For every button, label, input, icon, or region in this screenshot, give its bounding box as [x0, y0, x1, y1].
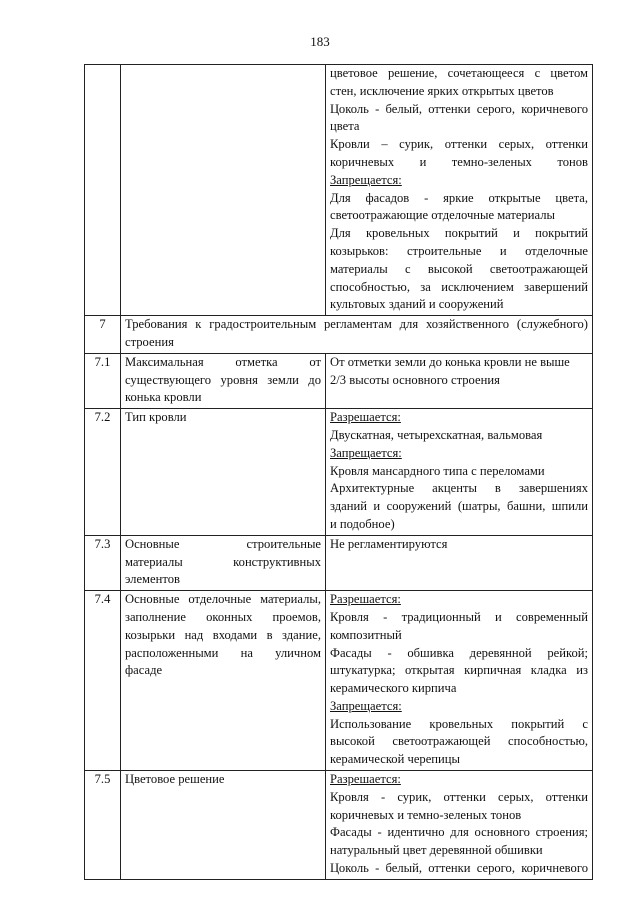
cell-line: Двускатная, четырехскатная, вальмовая — [330, 427, 543, 442]
cell-line: козырьки над входами в здание, — [125, 627, 321, 642]
row-number-cell — [85, 65, 121, 316]
cell-line: Запрещается: — [330, 172, 402, 187]
cell-line: Кровля мансардного типа с переломами — [330, 463, 545, 478]
cell-line: керамического кирпича — [330, 681, 457, 696]
cell-line: От отметки земли до конька кровли не выше — [330, 354, 570, 369]
section-title: Требования к градостроительным регламентам для хозяйственного (служебного) строения — [121, 316, 593, 354]
cell-line: Фасады - идентично для основного строения; — [330, 825, 588, 840]
cell-line: материалы с высокой светоотражающей — [330, 261, 588, 276]
cell-line: Основные строительные — [125, 536, 321, 551]
row-name-cell — [121, 353, 326, 408]
row-name-cell — [121, 771, 326, 880]
cell-line: Разрешается: — [330, 410, 401, 425]
row-value-cell — [326, 65, 593, 316]
cell-line: существующего уровня земли до — [125, 372, 321, 387]
cell-line: Кровли – сурик, оттенки серых, оттенки — [330, 137, 588, 152]
row-number: 7.4 — [85, 591, 121, 771]
cell-line: коричневых и темно-зеленых тонов — [330, 154, 588, 169]
row-number: 7.1 — [85, 353, 121, 408]
cell-line: Цоколь - белый, оттенки серого, коричневого — [330, 861, 588, 876]
table-row — [85, 353, 593, 408]
cell-line: цветовое решение, сочетающееся с цветом — [330, 66, 588, 80]
table-row — [85, 409, 593, 536]
row-name-cell — [121, 535, 326, 590]
row-value-cell — [326, 353, 593, 408]
cell-line: высокой светоотражающей способностью, — [330, 734, 588, 749]
cell-line: Разрешается: — [330, 592, 401, 607]
cell-line: Цоколь - белый, оттенки серого, коричневого — [330, 101, 588, 116]
cell-line: керамической черепицы — [330, 752, 460, 767]
row-number: 7.2 — [85, 409, 121, 536]
cell-line: способностью, за исключением завершений — [330, 279, 588, 294]
cell-line: Кровля - традиционный и современный — [330, 609, 588, 624]
table-row — [85, 771, 593, 880]
table-row — [85, 591, 593, 771]
cell-line: и подобное) — [330, 516, 395, 531]
cell-line: Запрещается: — [330, 698, 402, 713]
table-row-continuation — [85, 65, 593, 316]
page-number: 183 — [310, 34, 330, 49]
cell-line: элементов — [125, 572, 180, 587]
cell-line: зданий и сооружений (шатры, башни, шпили — [330, 499, 588, 514]
cell-line: конька кровли — [125, 390, 202, 405]
cell-line: натуральный цвет деревянной обшивки — [330, 843, 543, 858]
cell-line: заполнение оконных проемов, — [125, 609, 321, 624]
cell-line: Использование кровельных покрытий с — [330, 716, 588, 731]
row-name-cell — [121, 591, 326, 771]
cell-line: Фасады - обшивка деревянной рейкой; — [330, 645, 588, 660]
cell-line: козырьков: строительные и отделочные — [330, 243, 588, 258]
cell-line: материалы конструктивных — [125, 554, 321, 569]
row-value-cell — [326, 409, 593, 536]
cell-line: Архитектурные акценты в завершениях — [330, 481, 588, 496]
row-number: 7.5 — [85, 771, 121, 880]
row-value-cell — [326, 535, 593, 590]
cell-line: Кровля - сурик, оттенки серых, оттенки — [330, 789, 588, 804]
cell-line: стен, исключение ярких открытых цветов — [330, 83, 554, 98]
cell-line: коричневых и темно-зеленых тонов — [330, 807, 522, 822]
cell-line: Цветовое решение — [125, 772, 225, 787]
row-value-cell — [326, 771, 593, 880]
cell-line: 2/3 высоты основного строения — [330, 372, 500, 387]
section-number: 7 — [85, 316, 121, 354]
table-row-section-7 — [85, 316, 593, 354]
cell-line: цвета — [330, 119, 360, 134]
cell-line: культовых зданий и сооружений — [330, 297, 504, 312]
cell-line: расположенными на уличном — [125, 645, 321, 660]
cell-line: Для кровельных покрытий и покрытий — [330, 226, 588, 241]
cell-line: Основные отделочные материалы, — [125, 592, 321, 607]
cell-line: светоотражающие отделочные материалы — [330, 208, 555, 223]
row-value-cell — [326, 591, 593, 771]
cell-line: композитный — [330, 627, 402, 642]
table-row — [85, 535, 593, 590]
row-number: 7.3 — [85, 535, 121, 590]
cell-line: фасаде — [125, 663, 163, 678]
cell-line: Максимальная отметка от — [125, 354, 321, 369]
cell-line: Разрешается: — [330, 772, 401, 787]
regulations-table — [84, 64, 593, 880]
cell-line: Для фасадов - яркие открытые цвета, — [330, 190, 588, 205]
row-name-cell — [121, 409, 326, 536]
cell-line: Не регламентируются — [330, 536, 448, 551]
cell-line: штукатурка; открытая кирпичная кладка из — [330, 663, 588, 678]
cell-line: Запрещается: — [330, 445, 402, 460]
cell-line: Тип кровли — [125, 410, 187, 425]
row-name-cell — [121, 65, 326, 316]
